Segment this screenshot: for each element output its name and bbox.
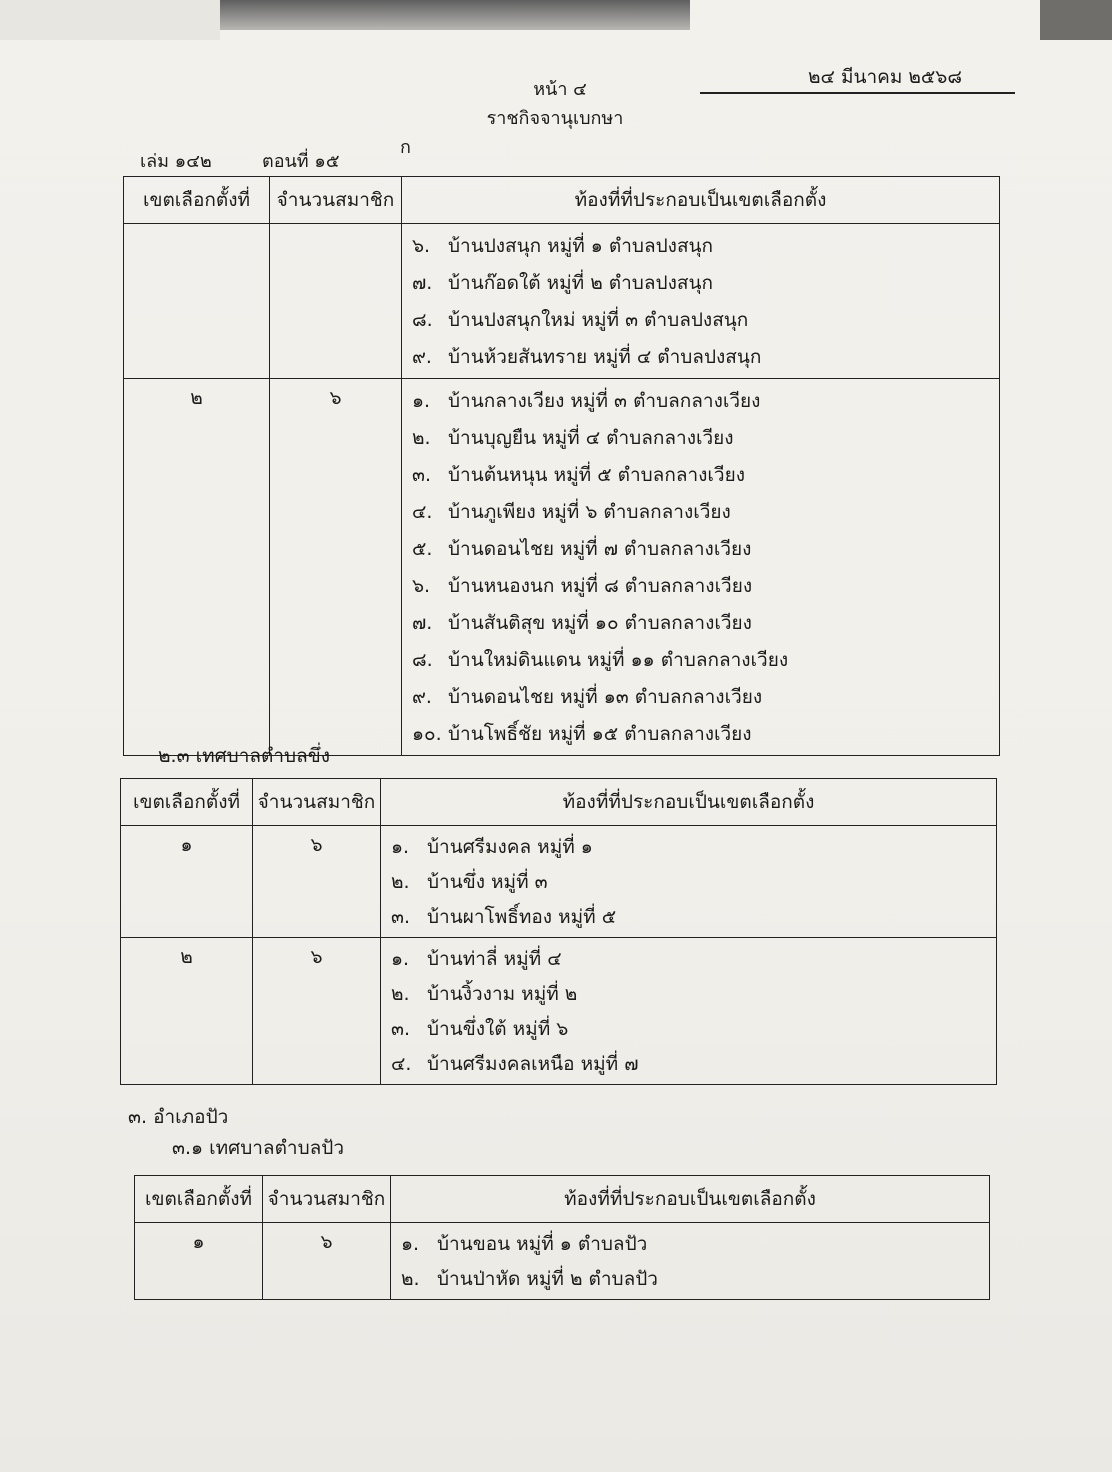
item-number: ๙. <box>412 686 432 708</box>
list-item <box>412 716 999 753</box>
header-district: เขตเลือกตั้งที่ <box>121 779 253 826</box>
area-list <box>391 1223 990 1300</box>
district-number: ๒ <box>124 379 270 756</box>
district-number <box>124 224 270 379</box>
header-members: จำนวนสมาชิก <box>270 177 402 224</box>
list-item <box>391 1047 996 1082</box>
item-text: บ้านโพธิ์ชัย หมู่ที่ ๑๕ ตำบลกลางเวียง <box>448 723 752 745</box>
table-row <box>124 224 1000 379</box>
item-text: บ้านปงสนุก หมู่ที่ ๑ ตำบลปงสนุก <box>448 235 714 257</box>
item-number: ๑. <box>412 390 431 412</box>
list-item <box>412 605 999 642</box>
page-shadow <box>220 0 690 30</box>
list-item <box>412 568 999 605</box>
list-item <box>412 494 999 531</box>
item-text: บ้านป่าหัด หมู่ที่ ๒ ตำบลปัว <box>437 1268 658 1290</box>
member-count <box>270 224 402 379</box>
electoral-district-table-2 <box>120 778 997 1085</box>
list-item <box>412 228 999 265</box>
electoral-district-table-1 <box>123 176 1000 756</box>
item-text: บ้านท่าลี่ หมู่ที่ ๔ <box>427 948 562 970</box>
header-areas: ท้องที่ที่ประกอบเป็นเขตเลือกตั้ง <box>381 779 997 826</box>
table-header-row <box>121 779 997 826</box>
header-district: เขตเลือกตั้งที่ <box>124 177 270 224</box>
item-number: ๓. <box>412 464 432 486</box>
area-list <box>381 826 997 938</box>
item-text: บ้านห้วยสันทราย หมู่ที่ ๔ ตำบลปงสนุก <box>448 346 762 368</box>
district-number: ๒ <box>121 938 253 1085</box>
header-members: จำนวนสมาชิก <box>253 779 381 826</box>
table-row <box>124 379 1000 756</box>
item-number: ๓. <box>391 906 411 928</box>
table-row <box>121 826 997 938</box>
item-number: ๒. <box>391 983 410 1005</box>
list-item <box>391 830 996 865</box>
item-number: ๒. <box>401 1268 420 1290</box>
item-number: ๓. <box>391 1018 411 1040</box>
item-number: ๒. <box>412 427 431 449</box>
item-number: ๕. <box>412 538 433 560</box>
list-item <box>412 457 999 494</box>
item-text: บ้านก๊อดใต้ หมู่ที่ ๒ ตำบลปงสนุก <box>448 272 713 294</box>
header-district: เขตเลือกตั้งที่ <box>135 1176 263 1223</box>
item-text: บ้านดอนไชย หมู่ที่ ๑๓ ตำบลกลางเวียง <box>448 686 763 708</box>
list-item <box>412 531 999 568</box>
header-members: จำนวนสมาชิก <box>263 1176 391 1223</box>
header-areas: ท้องที่ที่ประกอบเป็นเขตเลือกตั้ง <box>402 177 1000 224</box>
item-text: บ้านขึ่งใต้ หมู่ที่ ๖ <box>427 1018 569 1040</box>
item-number: ๖. <box>412 575 431 597</box>
header-areas: ท้องที่ที่ประกอบเป็นเขตเลือกตั้ง <box>391 1176 990 1223</box>
item-text: บ้านงิ้วงาม หมู่ที่ ๒ <box>427 983 578 1005</box>
item-number: ๗. <box>412 272 433 294</box>
item-number: ๙. <box>412 346 432 368</box>
list-item <box>412 339 999 376</box>
area-list <box>402 224 1000 379</box>
table-row <box>121 938 997 1085</box>
list-item <box>412 642 999 679</box>
member-count: ๖ <box>263 1223 391 1300</box>
member-count: ๖ <box>253 938 381 1085</box>
header-rule <box>700 92 1015 94</box>
list-item <box>412 383 999 420</box>
item-text: บ้านหนองนก หมู่ที่ ๘ ตำบลกลางเวียง <box>448 575 753 597</box>
item-number: ๘. <box>412 649 433 671</box>
item-text: บ้านขึ่ง หมู่ที่ ๓ <box>427 871 548 893</box>
issue-type: ก <box>400 137 411 158</box>
item-text: บ้านดอนไชย หมู่ที่ ๗ ตำบลกลางเวียง <box>448 538 752 560</box>
table-header-row <box>124 177 1000 224</box>
list-item <box>391 977 996 1012</box>
table-header-row <box>135 1176 990 1223</box>
issue-label: ตอนที่ ๑๕ <box>262 151 340 172</box>
district-number: ๑ <box>135 1223 263 1300</box>
background-edge-right <box>1040 0 1112 40</box>
table-row <box>135 1223 990 1300</box>
item-text: บ้านขอน หมู่ที่ ๑ ตำบลปัว <box>437 1233 648 1255</box>
section-2-3-heading: ๒.๓ เทศบาลตำบลขึ่ง <box>158 745 331 767</box>
district-number: ๑ <box>121 826 253 938</box>
item-number: ๑. <box>401 1233 420 1255</box>
item-text: บ้านสันติสุข หมู่ที่ ๑๐ ตำบลกลางเวียง <box>448 612 752 634</box>
item-number: ๑. <box>391 836 410 858</box>
section-3-1-heading: ๓.๑ เทศบาลตำบลปัว <box>172 1137 345 1159</box>
item-number: ๖. <box>412 235 431 257</box>
item-text: บ้านผาโพธิ์ทอง หมู่ที่ ๕ <box>427 906 617 928</box>
item-number: ๘. <box>412 309 433 331</box>
item-text: บ้านปงสนุกใหม่ หมู่ที่ ๓ ตำบลปงสนุก <box>448 309 749 331</box>
list-item <box>412 679 999 716</box>
item-number: ๒. <box>391 871 410 893</box>
issue-date: ๒๔ มีนาคม ๒๕๖๘ <box>808 66 963 88</box>
list-item <box>412 265 999 302</box>
area-list <box>381 938 997 1085</box>
item-text: บ้านศรีมงคล หมู่ที่ ๑ <box>427 836 593 858</box>
gazette-title: ราชกิจจานุเบกษา <box>486 108 624 129</box>
section-3-heading: ๓. อำเภอปัว <box>128 1106 229 1128</box>
list-item <box>391 865 996 900</box>
item-text: บ้านกลางเวียง หมู่ที่ ๓ ตำบลกลางเวียง <box>448 390 761 412</box>
item-number: ๔. <box>391 1053 412 1075</box>
item-number: ๑. <box>391 948 410 970</box>
list-item <box>401 1227 989 1262</box>
list-item <box>412 302 999 339</box>
area-list <box>402 379 1000 756</box>
item-text: บ้านบุญยืน หมู่ที่ ๔ ตำบลกลางเวียง <box>448 427 734 449</box>
member-count: ๖ <box>253 826 381 938</box>
list-item <box>391 1012 996 1047</box>
background-edge <box>0 0 220 40</box>
item-number: ๗. <box>412 612 433 634</box>
electoral-district-table-3 <box>134 1175 990 1300</box>
page-number: หน้า ๔ <box>533 79 587 100</box>
list-item <box>391 942 996 977</box>
item-number: ๔. <box>412 501 433 523</box>
item-text: บ้านใหม่ดินแดน หมู่ที่ ๑๑ ตำบลกลางเวียง <box>448 649 789 671</box>
item-number: ๑๐. <box>412 723 442 745</box>
list-item <box>401 1262 989 1297</box>
member-count: ๖ <box>270 379 402 756</box>
item-text: บ้านศรีมงคลเหนือ หมู่ที่ ๗ <box>427 1053 639 1075</box>
list-item <box>412 420 999 457</box>
item-text: บ้านภูเพียง หมู่ที่ ๖ ตำบลกลางเวียง <box>448 501 731 523</box>
item-text: บ้านต้นหนุน หมู่ที่ ๕ ตำบลกลางเวียง <box>448 464 745 486</box>
volume-label: เล่ม ๑๔๒ <box>140 151 212 172</box>
list-item <box>391 900 996 935</box>
